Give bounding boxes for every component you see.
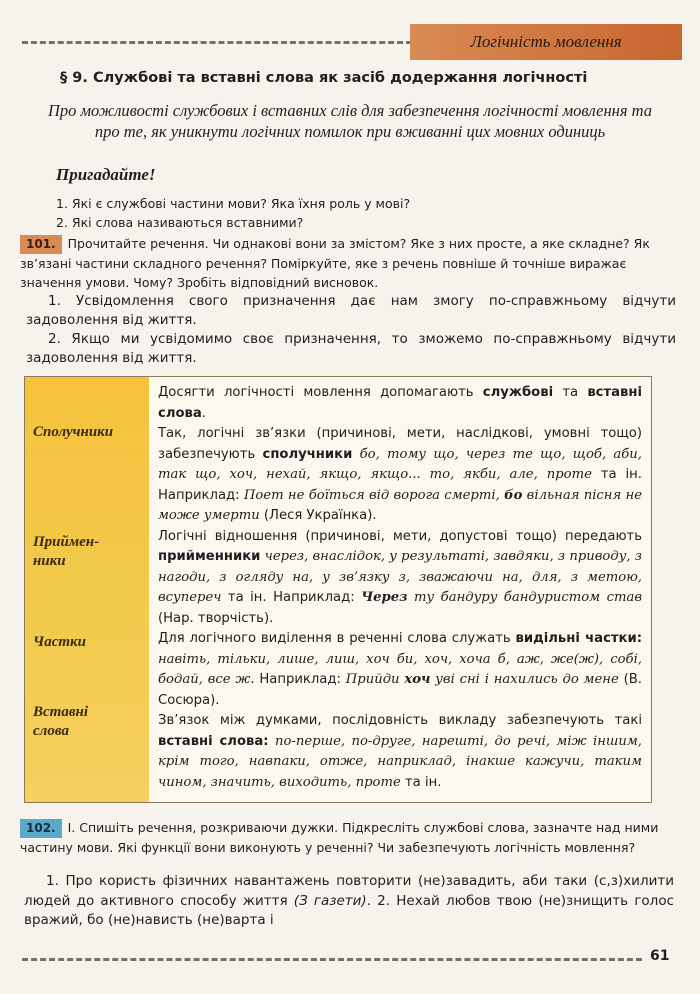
page-title: § 9. Службові та вставні слова як засіб додержання логічності — [60, 70, 588, 86]
sentence: 1. Усвідомлення свого призначення дає нам змогу по-справжньому відчути задоволення від життя. — [26, 293, 676, 328]
rule-intro: Досягти логічності мовлення допомагають службові та вставні слова. — [158, 385, 642, 421]
rule-sidebar — [25, 377, 149, 802]
label-parenthetical-words: Вставні слова — [33, 704, 89, 739]
label-prepositions: Приймен- ники — [33, 534, 100, 569]
header-divider — [22, 41, 412, 44]
task-101 — [20, 234, 676, 292]
recall-heading: Пригадайте! — [56, 165, 156, 184]
task-number-badge: 101. — [20, 235, 62, 254]
page-number: 61 — [650, 948, 670, 964]
task-102 — [20, 818, 676, 857]
recall-question: 2. Які слова називаються вставними? — [56, 215, 304, 230]
footer-divider — [22, 958, 642, 961]
rule-particles: Для логічного виділення в реченні слова служать видільні частки: навіть, тільки, лише, лиш, хоч би, хоч, хоча б, аж, же(ж), собі, бодай, все ж. Наприклад: Прийди хоч уві сні і нахились до мене (В. Сосюра). — [158, 631, 642, 708]
recall-questions — [56, 194, 676, 232]
rule-parenthetical: Зв’язок між думками, послідовність викладу забезпечують такі вставні слова: по-перше, по-друге, нарешті, до речі, між іншим, крім того, навпаки, отже, наприклад, інакше кажучи, таким чином, значить, виходить, проте та ін. — [158, 713, 642, 790]
recall-question: 1. Які є службові частини мови? Яка їхня роль у мові? — [56, 196, 411, 211]
task-instructions: І. Спишіть речення, розкриваючи дужки. Підкресліть службові слова, зазначте над ними частину мови. Які функції вони виконують у реченні? Чи забезпечують логічність мовлення? — [20, 820, 659, 855]
label-particles: Частки — [33, 634, 86, 650]
page-subtitle: Про можливості службових і вставних слів для забезпечення логічності мовлення та про те, як уникнути логічних помилок при вживанні цих мовних одиниць — [47, 101, 653, 141]
label-conjunctions: Сполучники — [33, 424, 114, 440]
task-instructions: Прочитайте речення. Чи однакові вони за змістом? Яке з них просте, а яке складне? Як зв’язані частини складного речення? Поміркуйте, яке з речень повніше й точніше виражає значення умови. Чому? Зробіть відповідний висновок. — [20, 236, 650, 290]
rule-prepositions: Логічні відношення (причинові, мети, допустові тощо) передають прийменники через, внаслідок, у результаті, завдяки, з приводу, з нагоди, з огляду на, у зв’язку з, зважаючи на, для, з метою, всупереч та ін. Наприклад: Через ту бандуру бандуристом став (Нар. творчість). — [158, 528, 642, 626]
task-number-badge: 102. — [20, 819, 62, 838]
rule-conjunctions: Так, логічні зв’язки (причинові, мети, наслідкові, умовні тощо) забезпечують сполучники бо, тому що, через те що, щоб, аби, так що, хоч, нехай, якщо, якщо... то, якби, але, проте та ін. Наприклад: Поет не боїться від ворога смерті, бо вільная пісня не може умерти (Леся Українка). — [158, 426, 643, 523]
rule-text — [158, 383, 642, 793]
task-102-exercise: 1. Про користь фізичних навантажень повторити (не)завадить, аби таки (с,з)хилити людей до активного способу життя (З газети). 2. Нехай любов твою (не)знищить голос вражий, бо (не)нависть (не)варта і — [24, 873, 674, 928]
rule-box — [24, 376, 652, 803]
task-101-sentences — [26, 292, 676, 368]
section-tab: Логічність мовлення — [410, 24, 682, 60]
sentence: 2. Якщо ми усвідомимо своє призначення, то зможемо по-справжньому відчути задоволення від життя. — [26, 331, 676, 366]
